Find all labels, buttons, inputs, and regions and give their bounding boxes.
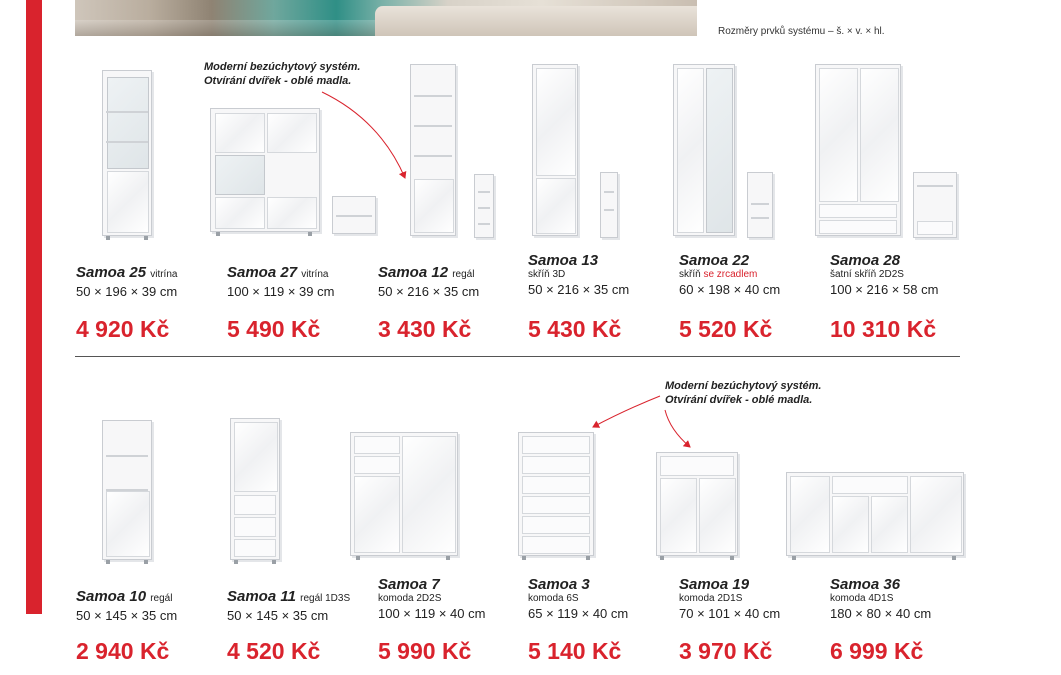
product-type: komoda 2D2S: [378, 593, 442, 604]
product-type: vitrína: [150, 269, 178, 280]
product-type: komoda 6S: [528, 593, 579, 604]
feature-note-bottom: Moderní bezúchytový systém. Otvírání dvířek - oblé madla.: [665, 380, 822, 406]
product-samoa-28[interactable]: [830, 252, 980, 342]
product-size: 65 × 119 × 40 cm: [528, 606, 629, 621]
product-samoa-3[interactable]: [528, 576, 678, 664]
product-samoa-13[interactable]: [528, 252, 678, 342]
product-price: 5 140 Kč: [528, 638, 622, 664]
product-price: 3 430 Kč: [378, 316, 472, 342]
product-name: Samoa 25: [76, 264, 147, 281]
product-price: 5 520 Kč: [679, 316, 773, 342]
product-size: 60 × 198 × 40 cm: [679, 282, 781, 297]
product-samoa-36[interactable]: [830, 576, 980, 664]
samoa-12-image: [410, 64, 496, 240]
product-size: 100 × 216 × 58 cm: [830, 282, 939, 297]
product-size: 50 × 145 × 35 cm: [76, 608, 178, 623]
product-samoa-25[interactable]: [76, 264, 226, 342]
samoa-36-image: [786, 472, 968, 564]
samoa-7-image: [350, 432, 462, 564]
product-price: 4 520 Kč: [227, 638, 321, 664]
product-type-extra: se zrcadlem: [703, 269, 758, 280]
product-samoa-27[interactable]: [227, 264, 377, 342]
product-name: Samoa 7: [378, 576, 440, 593]
samoa-28-image: [815, 64, 960, 240]
feature-note-top: Moderní bezúchytový systém. Otvírání dvířek - oblé madla.: [204, 61, 361, 87]
product-type: regál: [452, 269, 475, 280]
product-type: komoda 4D1S: [830, 593, 894, 604]
product-name: Samoa 36: [830, 576, 901, 593]
product-type: skříň: [679, 269, 704, 280]
product-price: 3 970 Kč: [679, 638, 773, 664]
samoa-13-image: [532, 64, 620, 240]
product-samoa-7[interactable]: [378, 576, 528, 664]
row-divider: [75, 356, 960, 357]
product-name: Samoa 11: [227, 588, 296, 605]
product-name: Samoa 12: [378, 264, 449, 281]
product-size: 180 × 80 × 40 cm: [830, 606, 932, 621]
product-price: 2 940 Kč: [76, 638, 170, 664]
product-name: Samoa 28: [830, 252, 901, 269]
product-samoa-12[interactable]: [378, 264, 528, 342]
samoa-10-image: [102, 420, 154, 566]
product-size: 50 × 145 × 35 cm: [227, 608, 329, 623]
product-samoa-11[interactable]: [227, 588, 377, 664]
product-price: 10 310 Kč: [830, 316, 937, 342]
product-price: 5 430 Kč: [528, 316, 622, 342]
product-price: 6 999 Kč: [830, 638, 924, 664]
product-type: skříň 3D: [528, 269, 566, 280]
product-name: Samoa 22: [679, 252, 750, 269]
samoa-22-image: [673, 64, 775, 240]
product-name: Samoa 27: [227, 264, 298, 281]
arrow-to-samoa-19: [665, 410, 690, 447]
product-name: Samoa 10: [76, 588, 147, 605]
product-size: 50 × 196 × 39 cm: [76, 284, 178, 299]
product-type: šatní skříň 2D2S: [830, 269, 904, 280]
arrow-to-samoa-3: [593, 396, 660, 427]
samoa-3-image: [518, 432, 598, 564]
product-price: 5 490 Kč: [227, 316, 321, 342]
product-samoa-22[interactable]: [679, 252, 829, 342]
samoa-11-image: [230, 418, 282, 566]
product-type: komoda 2D1S: [679, 593, 743, 604]
product-name: Samoa 13: [528, 252, 599, 269]
product-type: regál 1D3S: [300, 593, 351, 604]
product-samoa-19[interactable]: [679, 576, 829, 664]
product-price: 5 990 Kč: [378, 638, 472, 664]
product-type: vitrína: [301, 269, 329, 280]
product-size: 100 × 119 × 40 cm: [378, 606, 486, 621]
product-name: Samoa 3: [528, 576, 590, 593]
samoa-25-image: [102, 70, 154, 240]
samoa-27-image: [210, 108, 380, 240]
product-samoa-10[interactable]: [76, 588, 226, 664]
samoa-19-image: [656, 452, 742, 564]
dimensions-note: Rozměry prvků systému – š. × v. × hl.: [718, 26, 885, 37]
product-size: 50 × 216 × 35 cm: [378, 284, 480, 299]
product-size: 100 × 119 × 39 cm: [227, 284, 335, 299]
product-size: 50 × 216 × 35 cm: [528, 282, 630, 297]
product-name: Samoa 19: [679, 576, 750, 593]
product-size: 70 × 101 × 40 cm: [679, 606, 781, 621]
product-type: regál: [150, 593, 173, 604]
product-price: 4 920 Kč: [76, 316, 170, 342]
